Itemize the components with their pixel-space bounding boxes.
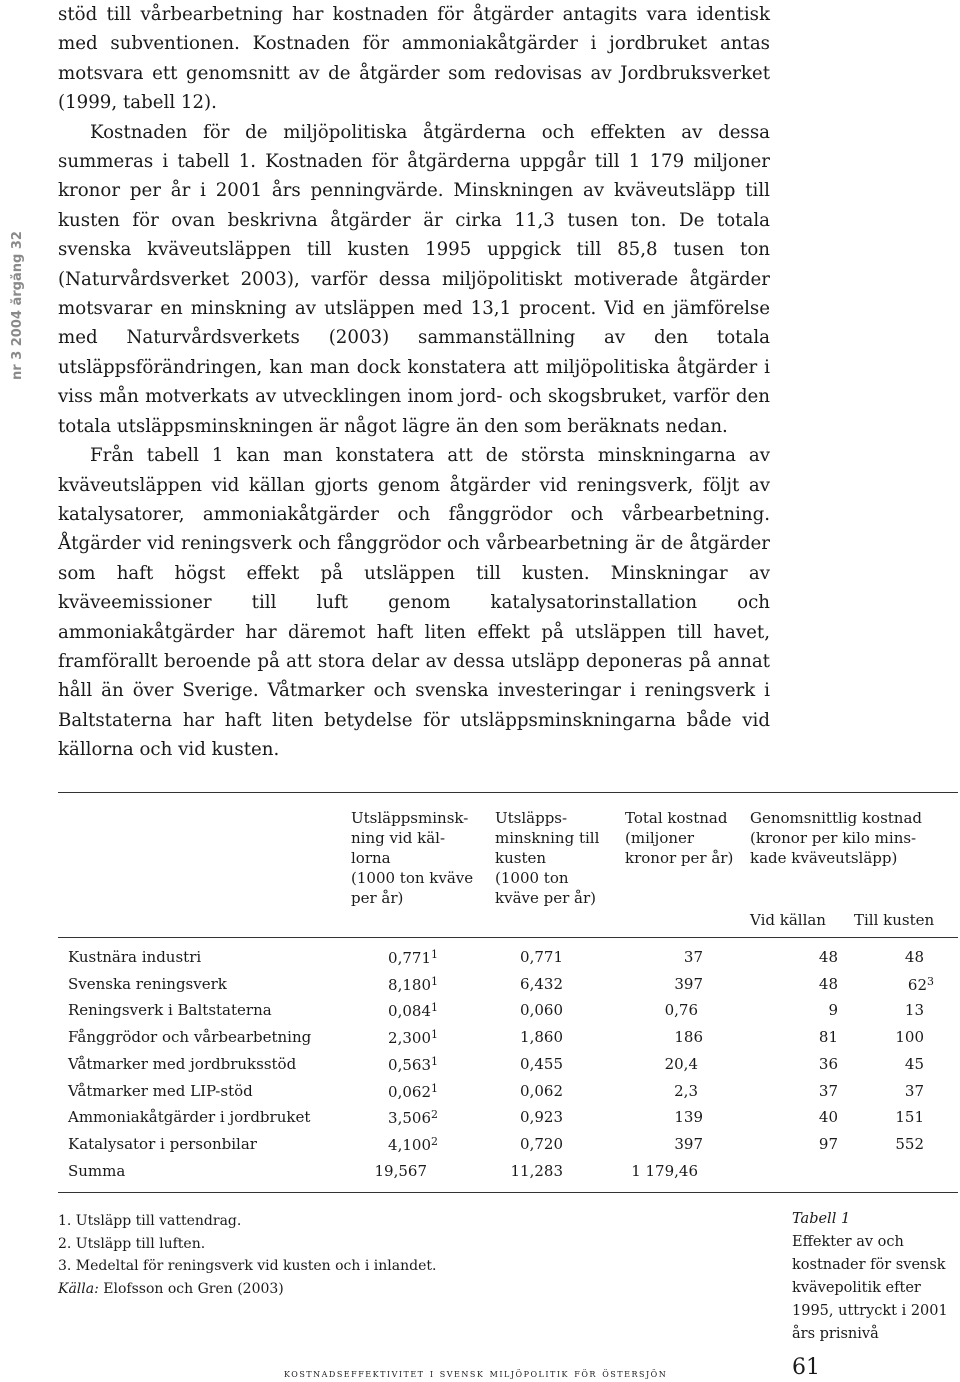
footnote-1: 1. Utsläpp till vattendrag. — [58, 1213, 242, 1229]
table-row: Kustnära industri 0,771$^1$ 0,771 37 48 48 — [68, 948, 924, 967]
header-source-reduction: Utsläppsminsk- ning vid käl- lorna (1000 ton kväve per år) — [351, 809, 474, 907]
table-row: Reningsverk i Baltstaterna 0,084$^1$ 0,060 0,76 9 13 — [68, 1001, 924, 1021]
table-row-total: Summa 19,567 11,283 1 179,46 — [68, 1161, 698, 1180]
table-row: Svenska reningsverk 8,180$^1$ 6,432 397 48 $62^3$ — [68, 974, 934, 994]
table-row: Våtmarker med jordbruksstöd 0,563$^1$ 0,455 20,4 36 45 — [68, 1054, 924, 1074]
header-total-cost: Total kostnad (miljoner kronor per år) — [625, 809, 734, 867]
paragraph-2: Kostnaden för de miljöpolitiska åtgärderna och effekten av dessa summeras i tabell 1. Kostnaden för åtgärderna uppgår till 1 179 miljoner kronor per år i 2001 års penningvärde. Minskningen av kväveutsläpp till kusten för ovan beskrivna åtgärder är cirka 11,3 tusen ton. De totala svenska kväveutsläppen till kusten 1995 uppgick till 85,8 tusen ton (Naturvårdsverket 2003), varför dessa miljöpolitiskt motiverade åtgärder motsvarar en minskning av utsläppen med 13,1 procent. Vid en jämförelse med Naturvårdsverkets (2003) sammanställning av den totala utsläppsförändringen, kan man dock konstatera att miljöpolitiska åtgärder i viss mån motverkats av utvecklingen inom jord- och skogsbruket, varför den totala utsläppsminskningen är något lägre än den som beräknats nedan. — [58, 121, 770, 437]
page-number: 61 — [792, 1355, 820, 1380]
table-row: Ammoniakåtgärder i jordbruket 3,506$^2$ 0,923 139 40 151 — [68, 1108, 924, 1128]
table-caption — [792, 1208, 958, 1346]
table-header-rule — [58, 937, 958, 938]
table-row: Våtmarker med LIP-stöd 0,062$^1$ 0,062 2,3 37 37 — [68, 1081, 924, 1101]
paragraph-1: stöd till vårbearbetning har kostnaden för åtgärder antagits vara identisk med subventionen. Kostnaden för ammoniakåtgärder i jordbruket antas motsvara ett genomsnitt av de åtgärder som redovisas av Jordbruksverket (1999, tabell 12). — [58, 4, 770, 114]
table-row: Katalysator i personbilar 4,100$^2$ 0,720 397 97 552 — [68, 1134, 924, 1154]
body-text — [58, 0, 770, 765]
paragraph-3: Från tabell 1 kan man konstatera att de största minskningarna av kväveutsläppen vid källan gjorts genom åtgärder vid reningsverk, följt av katalysatorer, ammoniakåtgärder och fånggrödor och vårbearbetning. Åtgärder vid reningsverk och fånggrödor och vårbearbetning är de åtgärder som haft högst effekt på utsläppen till kusten. Minskningar av kväveemissioner till luft genom katalysatorinstallation och ammoniakåtgärder har däremot haft liten effekt på utsläppen till havet, framförallt beroende på att stora delar av dessa utsläpp deponeras på annat håll än över Sverige. Våtmarker och svenska investeringar i reningsverk i Baltstaterna har haft liten betydelse för utsläppsminskningarna både vid källorna och vid kusten. — [58, 445, 770, 761]
footnote-2: 2. Utsläpp till luften. — [58, 1235, 206, 1252]
table-bottom-rule — [58, 1192, 958, 1193]
subheader-at-coast: Till kusten — [854, 911, 935, 929]
issue-side-label: nr 3 2004 årgång 32 — [10, 231, 25, 380]
footnotes — [58, 1210, 558, 1300]
header-average-cost: Genomsnittlig kostnad (kronor per kilo mins- kade kväveutsläpp) — [750, 809, 923, 867]
footnote-3: 3. Medeltal för reningsverk vid kusten och i inlandet. — [58, 1258, 437, 1274]
source-note: Källa: Elofsson och Gren (2003) — [58, 1280, 284, 1297]
caption-title: Tabell 1 — [792, 1211, 851, 1227]
subheader-at-source: Vid källan — [750, 911, 826, 929]
header-coast-reduction: Utsläpps- minskning till kusten (1000 ton kväve per år) — [495, 809, 600, 907]
caption-text: Effekter av och kostnader för svensk kvävepolitik efter 1995, uttryckt i 2001 års prisnivå — [792, 1234, 948, 1342]
running-title: kostnadseffektivitet i svensk miljöpolitik för östersjön — [284, 1366, 668, 1380]
table-top-rule — [58, 792, 958, 793]
table-row: Fånggrödor och vårbearbetning 2,300$^1$ 1,860 186 81 100 — [68, 1028, 924, 1048]
